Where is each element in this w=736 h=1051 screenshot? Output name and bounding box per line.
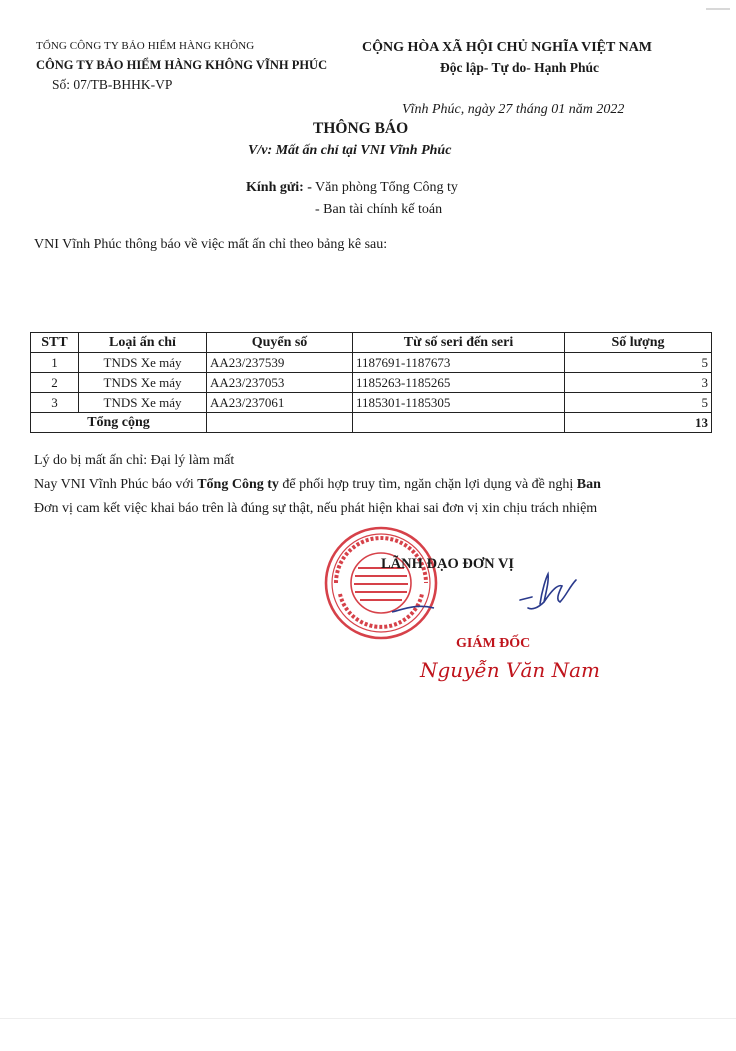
cell-stt: 2 (31, 373, 79, 393)
col-header: Từ số seri đến seri (353, 333, 565, 353)
document-title: THÔNG BÁO (313, 120, 409, 137)
col-header: Quyển số (207, 333, 353, 353)
table-total-row (31, 413, 712, 433)
loss-reason: Lý do bị mất ấn chỉ: Đại lý làm mất (34, 453, 235, 468)
cell-type: TNDS Xe máy (79, 373, 207, 393)
commitment-paragraph: Đơn vị cam kết việc khai báo trên là đúng sự thật, nếu phát hiện khai sai đơn vị xin chịu trách nhiệm (34, 501, 598, 516)
org-name: CÔNG TY BẢO HIỂM HÀNG KHÔNG VĨNH PHÚC (36, 58, 328, 72)
cell-empty (207, 413, 353, 433)
document-number: Số: 07/TB-BHHK-VP (52, 77, 173, 92)
director-title: GIÁM ĐỐC (456, 636, 531, 651)
document-date: Vĩnh Phúc, ngày 27 tháng 01 năm 2022 (402, 102, 625, 117)
cell-stt: 3 (31, 393, 79, 413)
cell-type: TNDS Xe máy (79, 353, 207, 373)
cell-serial: 1185301-1185305 (353, 393, 565, 413)
cell-empty (353, 413, 565, 433)
handwritten-signature-icon (420, 560, 620, 630)
para-text: Nay VNI Vĩnh Phúc báo với (34, 477, 198, 492)
cell-serial: 1187691-1187673 (353, 353, 565, 373)
table-row (31, 353, 712, 373)
director-name: Nguyễn Văn Nam (420, 658, 601, 682)
cell-type: TNDS Xe máy (79, 393, 207, 413)
cell-qty: 5 (565, 353, 712, 373)
table-row (31, 373, 712, 393)
table-header-row (31, 333, 712, 353)
para-bold: Ban (576, 477, 601, 492)
para-bold: Tổng Công ty (197, 477, 279, 492)
col-header: STT (31, 333, 79, 353)
intro-text: VNI Vĩnh Phúc thông báo về việc mất ấn chỉ theo bảng kê sau: (34, 237, 388, 252)
cell-book: AA23/237053 (207, 373, 353, 393)
cell-book: AA23/237061 (207, 393, 353, 413)
national-motto: Độc lập- Tự do- Hạnh Phúc (440, 60, 600, 75)
table-row (31, 393, 712, 413)
org-parent: TỔNG CÔNG TY BẢO HIỂM HÀNG KHÔNG (36, 40, 255, 52)
col-header: Số lượng (565, 333, 712, 353)
total-value: 13 (565, 413, 712, 433)
para-text: để phối hợp truy tìm, ngăn chặn lợi dụng và đề nghị (278, 477, 577, 492)
cell-stt: 1 (31, 353, 79, 373)
page-divider (0, 1018, 736, 1019)
request-paragraph (34, 477, 601, 493)
recipient-label: Kính gửi: - (246, 180, 312, 195)
cell-serial: 1185263-1185265 (353, 373, 565, 393)
col-header: Loại ấn chỉ (79, 333, 207, 353)
leader-label: LÃNH ĐẠO ĐƠN VỊ (381, 556, 515, 572)
scan-edge-mark (706, 8, 730, 10)
recipient-item: - Ban tài chính kế toán (315, 202, 443, 217)
document-subject: V/v: Mất ấn chỉ tại VNI Vĩnh Phúc (248, 143, 452, 158)
national-title: CỘNG HÒA XÃ HỘI CHỦ NGHĨA VIỆT NAM (362, 40, 653, 55)
lost-items-table (30, 332, 712, 433)
total-label: Tổng cộng (31, 413, 207, 433)
recipient-item: Văn phòng Tổng Công ty (315, 180, 458, 195)
cell-book: AA23/237539 (207, 353, 353, 373)
cell-qty: 3 (565, 373, 712, 393)
cell-qty: 5 (565, 393, 712, 413)
